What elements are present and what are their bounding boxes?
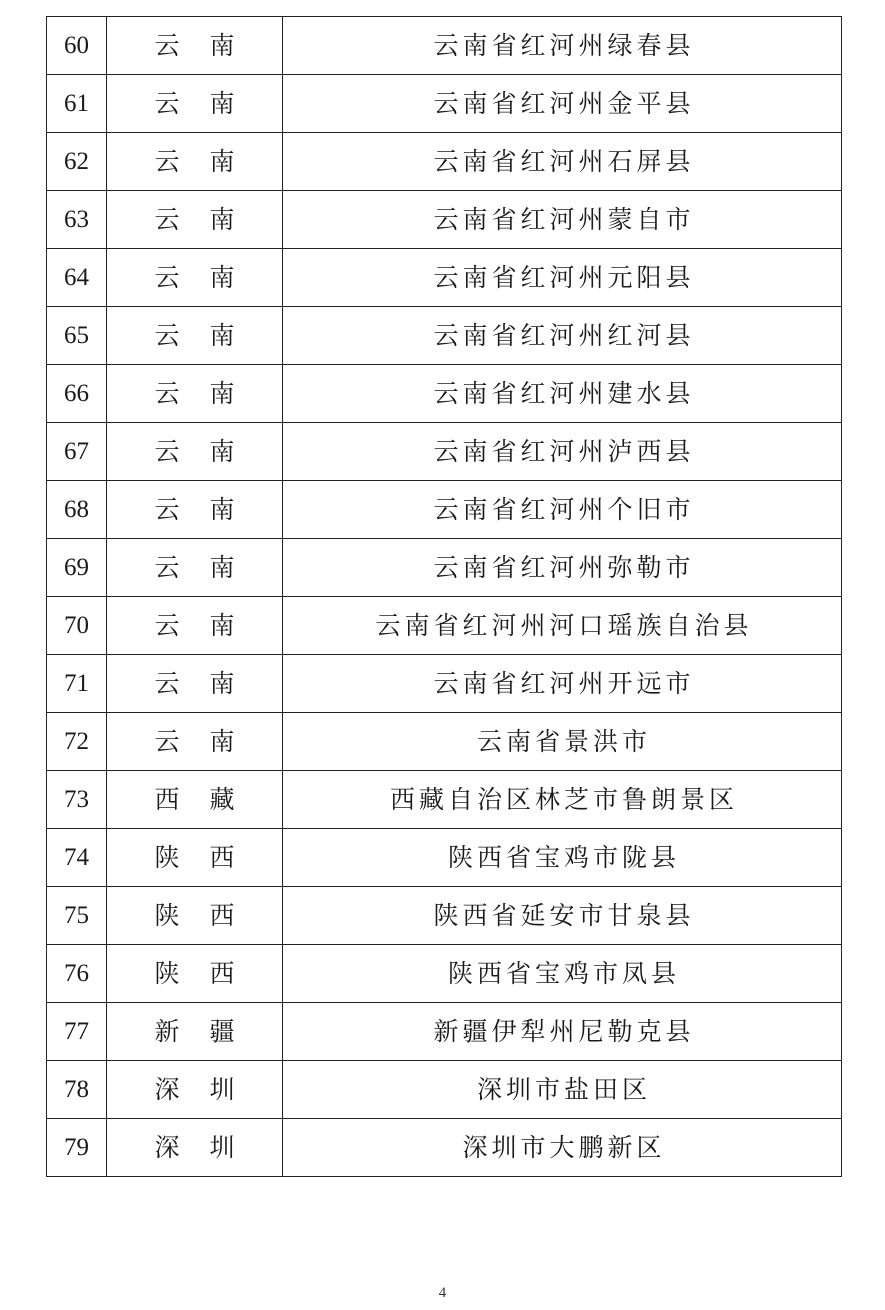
- place-cell: 陕西省宝鸡市陇县: [283, 829, 842, 887]
- province-cell: 陕西: [107, 829, 283, 887]
- page-number: 4: [438, 1285, 447, 1301]
- row-number-cell: 64: [47, 249, 107, 307]
- province-cell: 云南: [107, 713, 283, 771]
- place-cell: 云南省红河州蒙自市: [283, 191, 842, 249]
- table-row: [47, 191, 842, 249]
- region-table: [46, 16, 842, 1177]
- province-cell: 云南: [107, 481, 283, 539]
- place-cell: 深圳市盐田区: [283, 1061, 842, 1119]
- row-number-cell: 73: [47, 771, 107, 829]
- place-cell: 云南省红河州泸西县: [283, 423, 842, 481]
- row-number-cell: 60: [47, 17, 107, 75]
- place-cell: 云南省红河州元阳县: [283, 249, 842, 307]
- row-number-cell: 79: [47, 1119, 107, 1177]
- row-number-cell: 68: [47, 481, 107, 539]
- table-row: [47, 249, 842, 307]
- table-row: [47, 17, 842, 75]
- table-row: [47, 887, 842, 945]
- province-cell: 云南: [107, 655, 283, 713]
- place-cell: 云南省红河州红河县: [283, 307, 842, 365]
- region-table-body: [47, 17, 842, 1177]
- row-number-cell: 67: [47, 423, 107, 481]
- place-cell: 云南省红河州金平县: [283, 75, 842, 133]
- row-number-cell: 77: [47, 1003, 107, 1061]
- place-cell: 云南省红河州石屏县: [283, 133, 842, 191]
- row-number-cell: 75: [47, 887, 107, 945]
- province-cell: 云南: [107, 249, 283, 307]
- province-cell: 西藏: [107, 771, 283, 829]
- table-row: [47, 597, 842, 655]
- row-number-cell: 78: [47, 1061, 107, 1119]
- row-number-cell: 74: [47, 829, 107, 887]
- row-number-cell: 65: [47, 307, 107, 365]
- province-cell: 云南: [107, 539, 283, 597]
- table-row: [47, 481, 842, 539]
- province-cell: 云南: [107, 75, 283, 133]
- place-cell: 云南省红河州绿春县: [283, 17, 842, 75]
- province-cell: 新疆: [107, 1003, 283, 1061]
- place-cell: 深圳市大鹏新区: [283, 1119, 842, 1177]
- place-cell: 新疆伊犁州尼勒克县: [283, 1003, 842, 1061]
- table-row: [47, 307, 842, 365]
- province-cell: 陕西: [107, 945, 283, 1003]
- row-number-cell: 61: [47, 75, 107, 133]
- row-number-cell: 62: [47, 133, 107, 191]
- row-number-cell: 66: [47, 365, 107, 423]
- province-cell: 陕西: [107, 887, 283, 945]
- place-cell: 西藏自治区林芝市鲁朗景区: [283, 771, 842, 829]
- row-number-cell: 63: [47, 191, 107, 249]
- place-cell: 云南省景洪市: [283, 713, 842, 771]
- province-cell: 云南: [107, 423, 283, 481]
- row-number-cell: 72: [47, 713, 107, 771]
- row-number-cell: 70: [47, 597, 107, 655]
- table-row: [47, 655, 842, 713]
- table-row: [47, 1061, 842, 1119]
- province-cell: 云南: [107, 307, 283, 365]
- table-row: [47, 1003, 842, 1061]
- province-cell: 深圳: [107, 1119, 283, 1177]
- place-cell: 陕西省延安市甘泉县: [283, 887, 842, 945]
- row-number-cell: 76: [47, 945, 107, 1003]
- province-cell: 云南: [107, 17, 283, 75]
- table-row: [47, 771, 842, 829]
- table-row: [47, 133, 842, 191]
- table-row: [47, 829, 842, 887]
- province-cell: 云南: [107, 133, 283, 191]
- row-number-cell: 69: [47, 539, 107, 597]
- table-row: [47, 539, 842, 597]
- place-cell: 云南省红河州个旧市: [283, 481, 842, 539]
- province-cell: 云南: [107, 597, 283, 655]
- place-cell: 云南省红河州建水县: [283, 365, 842, 423]
- table-row: [47, 713, 842, 771]
- table-row: [47, 75, 842, 133]
- province-cell: 云南: [107, 191, 283, 249]
- place-cell: 云南省红河州河口瑶族自治县: [283, 597, 842, 655]
- place-cell: 云南省红河州弥勒市: [283, 539, 842, 597]
- place-cell: 云南省红河州开远市: [283, 655, 842, 713]
- table-row: [47, 423, 842, 481]
- table-row: [47, 945, 842, 1003]
- table-row: [47, 1119, 842, 1177]
- place-cell: 陕西省宝鸡市凤县: [283, 945, 842, 1003]
- province-cell: 深圳: [107, 1061, 283, 1119]
- table-row: [47, 365, 842, 423]
- row-number-cell: 71: [47, 655, 107, 713]
- province-cell: 云南: [107, 365, 283, 423]
